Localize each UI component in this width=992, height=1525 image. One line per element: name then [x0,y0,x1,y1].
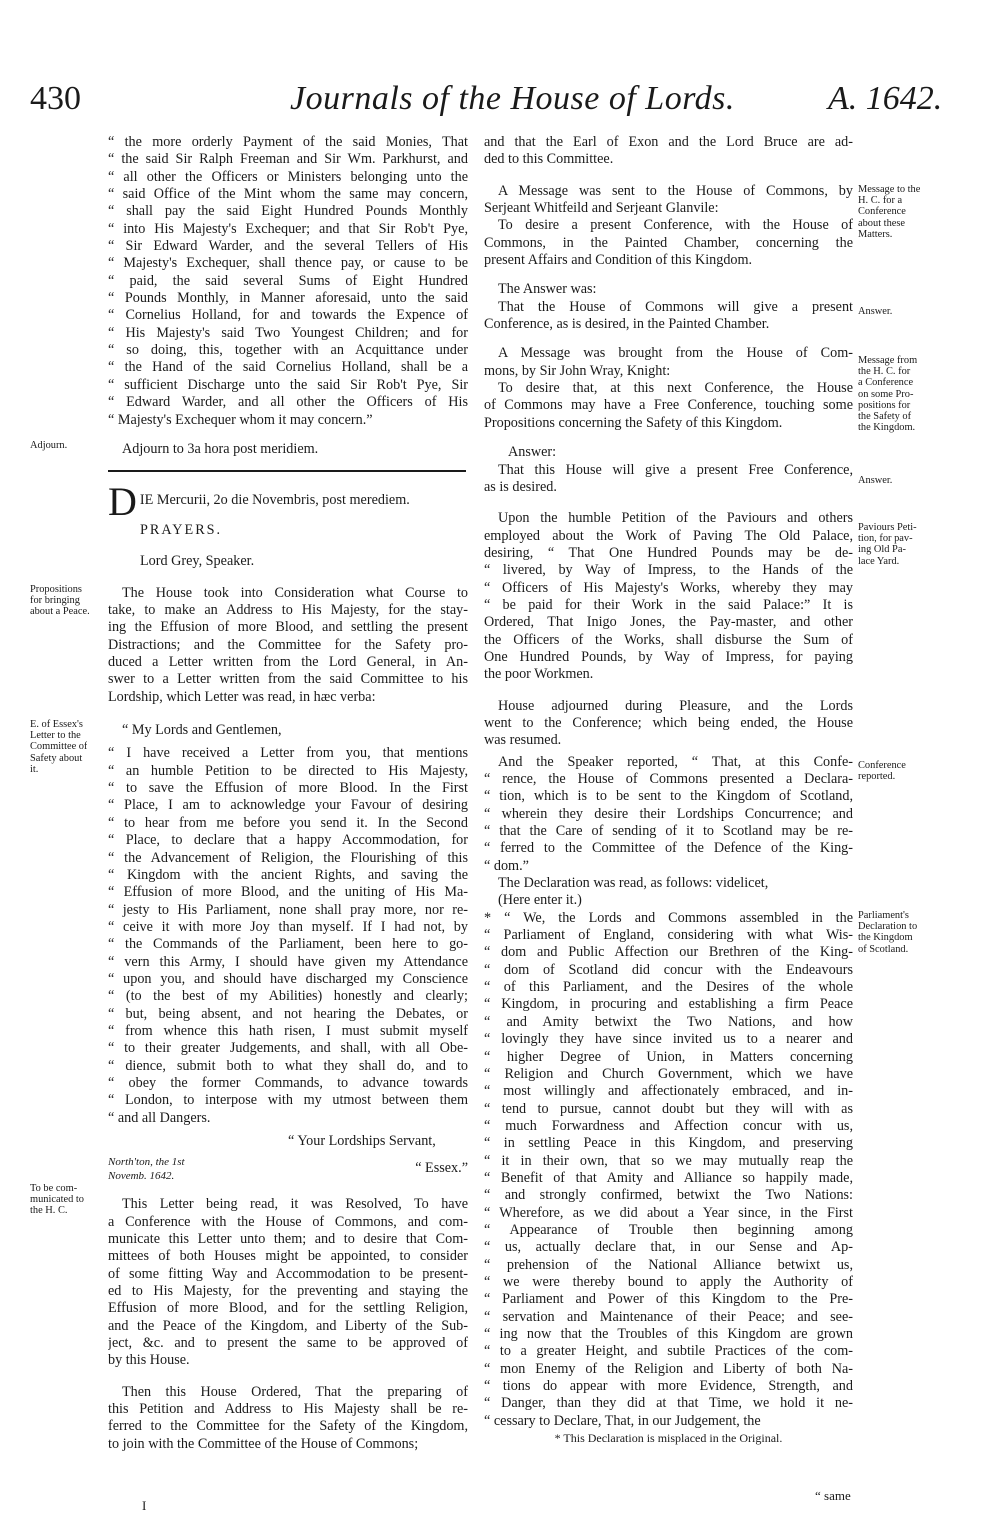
resolved-paragraph [108,1196,468,1369]
text-line: * “ We, the Lords and Commons assembled in the [484,909,853,926]
text-line: “ Appearance of Trouble then beginning among [484,1221,853,1238]
text-line: desiring, “ That One Hundred Pounds may be de- [484,544,853,561]
text-line: “ (to the best of my Abilities) honestly and clearly; [108,988,468,1005]
margin-note-communicated [30,1183,84,1217]
adjourn-line: Adjourn to 3a hora post meridiem. [122,440,319,457]
text-line: H. C. for a [858,195,903,207]
text-line: Ordered, That Inigo Jones, the Pay-master, and other [484,614,853,631]
text-line: employed about the Work of Paving The Old Palace, [484,527,853,544]
text-line: “ Pounds Monthly, in Manner aforesaid, unto the said [108,290,468,307]
text-line: the Safety of [858,411,912,423]
text-line: “ dom of Scotland did concur with the Endeavours [484,961,853,978]
text-line: and that the Earl of Exon and the Lord Bruce are ad- [484,134,853,150]
text-line: “ Place, to declare that a happy Accommodation, for [108,832,468,849]
text-line: “ we were thereby bound to apply the Authority of [484,1273,853,1290]
text-line: Effusion of more Blood, and for the settling Religion, [108,1300,468,1317]
text-line: “ said Office of the Mint whom the same may concern, [108,186,468,203]
text-line: Propositions [30,584,82,595]
letter-signature: “ Essex.” [415,1160,468,1177]
text-line: the poor Workmen. [484,666,594,683]
margin-note-propositions [30,584,90,618]
text-line: “ dom.” [484,857,529,874]
essex-letter [108,745,468,1127]
text-line: Conference [858,206,906,218]
text-line: about a Peace. [30,606,90,618]
text-line: A Message was brought from the House of Com- [498,345,853,362]
text-line: present Affairs and Condition of this Kingdom. [484,252,753,269]
text-line: And the Speaker reported, “ That, at this Confe- [498,753,853,770]
margin-note-message-to [858,184,920,240]
printer-mark: I [142,1498,147,1513]
text-line: “ Benefit of that Amity and Alliance so happily made, [484,1169,853,1186]
desire-free-conference [484,380,853,432]
text-line: “ servation and Maintenance of their Peace; and see- [484,1308,853,1325]
text-line: “ ing now that the Troubles of this Kingdom are grown [484,1326,853,1342]
text-line: “ all other the Officers or Ministers belonging unto the [108,168,468,185]
page-number: 430 [30,80,81,117]
margin-note-paviours [858,522,917,567]
text-line: Safety about [30,752,83,764]
text-line: “ and strongly confirmed, betwixt the Two Nations: [484,1187,853,1204]
text-line: Distractions; and the Committee for the Safety pro- [108,636,468,653]
prayers-heading: PRAYERS. [140,522,223,538]
text-line: “ and all Dangers. [108,1109,211,1126]
text-line: ded to this Committee. [484,151,614,168]
text-line: a Conference [858,377,914,389]
text-line: “ paid, the said several Sums of Eight Hundred [108,272,468,289]
margin-note-message-from [858,355,917,433]
text-line: “ tion, which is to be sent to the Kingdom of Scotland, [484,788,853,805]
text-line: on some Pro- [858,388,914,400]
text-line: To desire that, at this next Conference, the House [498,380,853,397]
text-line: mons, by Sir John Wray, Knight: [484,362,671,379]
text-line: “ in settling Peace in this Kingdom, and preserving [484,1135,853,1152]
text-line: to join with the Committee of the House of Commons; [108,1435,419,1452]
text-line: Propositions concerning the Safety of this Kingdom. [484,414,783,431]
text-line: Conference, as is desired, in the Painted Chamber. [484,316,770,333]
text-line: Answer. [858,475,893,486]
text-line: “ sufficient Discharge unto the said Sir Rob't Pye, Sir [108,376,468,393]
footnote: * This Declaration is misplaced in the Original. [554,1431,783,1446]
text-line: of Scotland. [858,943,909,955]
ordered-paragraph [108,1384,468,1453]
text-line: it. [30,763,39,775]
text-line: “ obey the former Commands, to advance towards [108,1074,468,1091]
answer-label: Answer: [508,444,557,461]
text-line: “ to a greater Height, and subtile Practices of the com- [484,1343,853,1360]
text-line: Paviours Peti- [858,522,917,533]
margin-note-declaration [858,910,917,955]
text-line: “ be paid for their Work in the said Palace:” It is [484,596,853,613]
text-line: One Hundred Pounds, by Way of Impress, for paying [484,648,853,665]
text-line: the Kingdom. [858,422,916,434]
text-line: “ so doing, this, together with an Acquittance under [108,342,468,359]
text-line: “ the Commands of the Parliament, been here to go- [108,936,468,953]
text-line: tion, for pav- [858,533,913,545]
text-line: “ Parliament and Power of this Kingdom to the Pre- [484,1291,853,1308]
text-line: Matters. [858,228,893,240]
speaker-report [484,754,853,875]
text-line: swer to a Letter written from the said Committee to his [108,671,468,688]
text-line: of Commons may have a Free Conference, touching some [484,397,853,414]
text-line: “ to their greater Judgements, and shall, with all Obe- [108,1040,468,1057]
catchword: “ same [815,1488,851,1503]
text-line: went to the Conference; which being ended, the House [484,714,853,731]
text-line: the Kingdom [858,932,913,944]
text-line: “ Wherefore, as we did about a Year since, in the First [484,1204,853,1221]
text-line: municated to [30,1194,84,1206]
text-line: That this House will give a present Free Conference, [498,461,853,478]
text-line: “ prehension of the National Alliance betwixt us, [484,1256,853,1273]
text-line: Then this House Ordered, That the preparing of [122,1383,468,1400]
text-line: “ tend to pursue, cannot doubt but they will with as [484,1100,853,1117]
margin-note-answer-two [858,475,892,486]
text-line: “ livered, by Way of Impress, to the Hands of the [484,562,853,579]
text-line: “ vern this Army, I should have given my Attendance [108,953,468,970]
section-divider [108,470,466,472]
text-line: “ Edward Warder, and all other the Officers of His [108,394,468,411]
text-line: positions for [858,399,911,411]
answer-was: The Answer was: [498,281,597,298]
text-line: ing the Effusion of more Blood, and settling the present [108,619,468,636]
text-line: “ Officers of His Majesty's Works, whereby they may [484,579,853,596]
text-line: E. of Essex's [30,719,83,730]
text-line: municate this Letter unto them; and to desire that Com- [108,1231,468,1248]
text-line: Serjeant Whitfeild and Serjeant Glanvile: [484,200,719,217]
place-date-2: Novemb. 1642. [108,1170,175,1183]
declaration-read: The Declaration was read, as follows: videlicet, [498,875,769,892]
text-line: ed to His Majesty, for the preventing and staying the [108,1283,468,1300]
text-line: and the Peace of the Kingdom, and Liberty of the Sub- [108,1317,468,1334]
date-heading: IE Mercurii, 2o die Novembris, post meredie​m. [139,492,410,508]
running-year: A. 1642. [828,80,943,117]
text-line: “ Kingdom with the ancient Rights, and saving the [108,866,468,883]
text-line: mittees of both Houses might be appointed, to consider [108,1248,468,1265]
text-line: “ lovingly they have since invited us to a nearer and [484,1031,853,1048]
text-line: “ I have received a Letter from you, that mentions [108,745,468,762]
margin-note-essex-letter [30,719,87,775]
text-line: “ from whence this hath risen, I must submit myself [108,1022,468,1039]
speaker-line: Lord Grey, Speaker. [140,553,255,570]
text-line: “ Danger, than they did at that Time, we hold it ne- [484,1395,853,1412]
text-line: “ an humble Petition to be directed to His Majesty, [108,762,468,779]
text-line: “ rence, the House of Commons presented a Declara- [484,771,853,787]
text-line: ject, &c. and to present the same to be approved of [108,1335,468,1352]
text-line: as is desired. [484,478,557,495]
text-line: take, to make an Address to His Majesty, for the stay- [108,602,468,619]
adjourned-paragraph [484,698,853,750]
paviours-paragraph [484,510,853,683]
text-line: Message to the [858,184,921,195]
margin-note-answer-one [858,306,892,317]
text-line: “ of this Parliament, and the Desires of the whole [484,979,853,996]
text-line: “ cessary to Declare, That, in our Judgement, the [484,1412,761,1429]
text-line: “ into His Majesty's Exchequer; and that Sir Rob't Pye, [108,220,468,237]
text-line: “ much Forwardness and Affection concur with us, [484,1117,853,1134]
text-line: “ London, to interpose with my utmost between them [108,1092,468,1109]
text-line: reported. [858,771,896,783]
text-line: “ Religion and Church Government, which we have [484,1065,853,1082]
text-line: To be com- [30,1183,78,1194]
here-enter: (Here enter it.) [498,892,582,909]
text-line: about these [858,217,906,229]
left-column-top [108,134,468,458]
text-line: duced a Letter written from the Lord General, in An- [108,654,468,671]
text-line: Letter to the [30,730,81,742]
text-line: “ dom and Public Affection our Brethren of the King- [484,944,853,961]
text-line: Parliament's [858,910,909,921]
text-line: “ His Majesty's said Two Youngest Children; and for [108,324,468,341]
text-line: The House took into Consideration what Course to [122,584,468,601]
text-line: “ ferred to the Committee of the Defence of the King- [484,840,853,857]
text-line: “ shall pay the said Eight Hundred Pounds Monthly [108,203,468,220]
date-heading-dropcap: D [108,484,137,520]
text-line: House adjourned during Pleasure, and the Lords [498,697,853,714]
margin-note-adjourn [30,440,67,451]
text-line: “ but, being absent, and not hearing the Debates, or [108,1005,468,1022]
text-line: Declaration to [858,921,918,933]
propositions-paragraph [108,585,468,706]
text-line: “ higher Degree of Union, in Matters concerning [484,1048,853,1065]
text-line: “ tions do appear with more Evidence, Strength, and [484,1378,853,1395]
text-line: Commons, in the Painted Chamber, concerning the [484,234,853,251]
text-line: this Petition and Address to His Majesty shall be re- [108,1401,468,1418]
committee-tail [484,134,853,169]
text-line: “ Effusion of more Blood, and the uniting of His Ma- [108,884,468,901]
text-line: “ the Hand of the said Cornelius Holland, shall be a [108,359,468,376]
text-line: “ us, actually declare that, in our Sense and Ap- [484,1239,853,1256]
text-line: Adjourn. [30,440,68,451]
text-line: for bringing [30,595,80,607]
message-brought [484,345,853,380]
running-title: Journals of the House of Lords. [290,80,735,117]
place-date-1: North'ton, the 1st [108,1156,185,1169]
text-line: Conference [858,760,906,771]
right-column [484,134,853,1447]
text-line: of some fitting Way and Accommodation to be present- [108,1265,468,1282]
text-line: Message from [858,355,918,366]
text-line: “ Majesty's Exchequer whom it may concern.” [108,411,373,428]
text-line: “ upon you, and should have discharged my Conscience [108,970,468,987]
text-line: “ the Advancement of Religion, the Flourishing of this [108,849,468,866]
letter-tail [108,134,468,429]
message-sent [484,183,853,218]
text-line: ing Old Pa- [858,544,906,556]
text-line: “ to save the Effusion of more Blood. In the First [108,780,468,797]
text-line: lace Yard. [858,555,900,567]
text-line: was resumed. [484,732,562,749]
text-line: “ mon Enemy of the Religion and Liberty of both Na- [484,1360,853,1377]
text-line: “ the more orderly Payment of the said Monies, That [108,134,468,150]
text-line: “ and Amity betwixt the Two Nations, and how [484,1013,853,1030]
text-line: “ most willingly and affectionately embraced, and in- [484,1083,853,1100]
text-line: “ wherein they desire their Lordships Concurrence; and [484,805,853,822]
text-line: “ Cornelius Holland, for and towards the Expence of [108,307,468,324]
text-line: the H. C. [30,1205,68,1217]
text-line: “ that the Care of sending of it to Scotland may be re- [484,823,853,840]
text-line: “ Parliament of England, considering with what Wis- [484,927,853,944]
left-column-main [108,484,468,1453]
text-line: “ dience, submit both to what they shall do, and to [108,1057,468,1074]
letter-closing: “ Your Lordships Servant, [288,1133,436,1149]
text-line: the Officers of the Works, shall disburse the Sum of [484,631,853,648]
text-line: Committee of [30,741,88,753]
text-line: by this House. [108,1352,190,1369]
text-line: “ Sir Edward Warder, and the several Tellers of His [108,238,468,255]
desire-conference [484,217,853,269]
text-line: “ ceive it with more Joy than myself. If I had not, by [108,918,468,935]
text-line: ferred to the Committee for the Safety of the Kingdom, [108,1418,468,1435]
answer-one [484,299,853,334]
text-line: To desire a present Conference, with the House of [498,217,853,234]
text-line: the H. C. for [858,366,911,378]
text-line: A Message was sent to the House of Commons, by [498,182,853,199]
declaration-text [484,910,853,1430]
text-line: “ Place, I am to acknowledge your Favour of desiring [108,797,468,814]
letter-salutation: “ My Lords and Gentlemen, [122,722,282,739]
text-line: “ the said Sir Ralph Freeman and Sir Wm. Parkhurst, and [108,151,468,168]
text-line: “ Majesty's Exchequer, shall thence pay, or cause to be [108,255,468,272]
text-line: Upon the humble Petition of the Paviours and others [498,510,853,527]
text-line: “ Kingdom, in procuring and establishing a firm Peace [484,996,853,1013]
text-line: Answer. [858,306,893,317]
text-line: “ to hear from me before you send it. In the Second [108,814,468,831]
text-line: That the House of Commons will give a present [498,298,853,315]
text-line: This Letter being read, it was Resolved, To have [122,1196,468,1213]
text-line: a Conference with the House of Commons, and com- [108,1213,468,1230]
text-line: “ it in their own, that so we may mutually reap the [484,1152,853,1169]
margin-note-conference [858,760,906,782]
text-line: “ jesty to His Parliament, none shall pray more, nor re- [108,901,468,918]
answer-two [484,462,853,497]
text-line: Lordship, which Letter was read, in hæc verba: [108,688,376,705]
